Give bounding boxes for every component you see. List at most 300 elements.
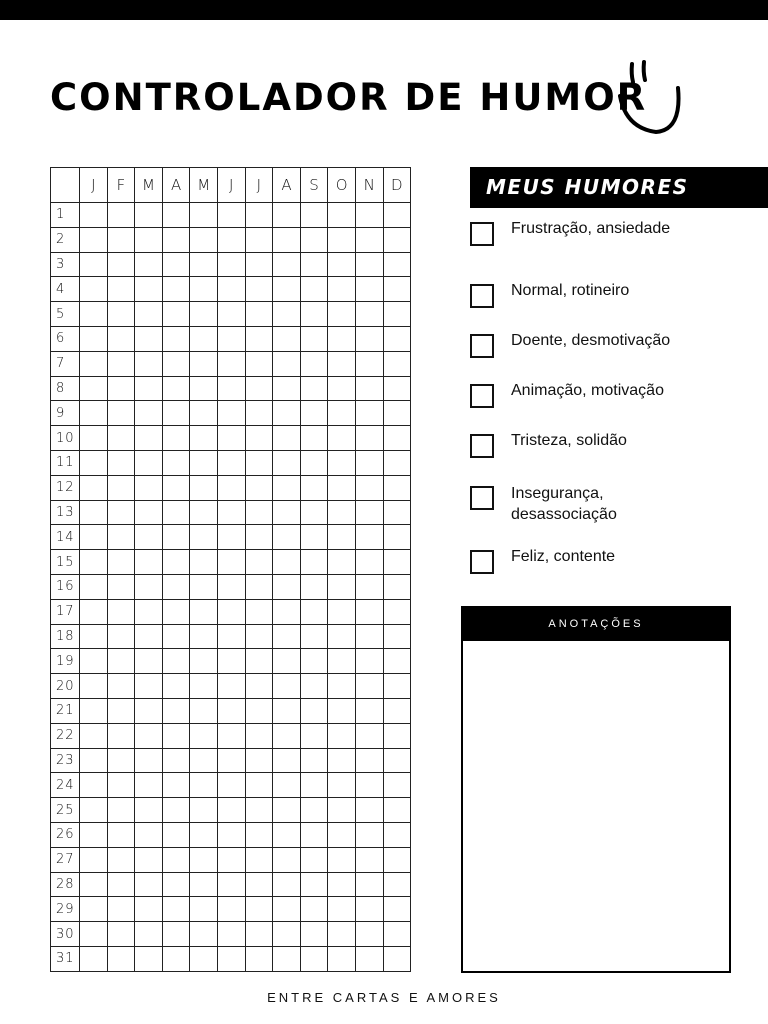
mood-cell[interactable] bbox=[245, 351, 273, 376]
mood-cell[interactable] bbox=[217, 450, 245, 475]
mood-cell[interactable] bbox=[107, 674, 135, 699]
mood-cell[interactable] bbox=[162, 847, 190, 872]
mood-cell[interactable] bbox=[107, 897, 135, 922]
mood-cell[interactable] bbox=[80, 252, 108, 277]
mood-cell[interactable] bbox=[245, 748, 273, 773]
mood-cell[interactable] bbox=[162, 426, 190, 451]
mood-cell[interactable] bbox=[190, 277, 218, 302]
mood-cell[interactable] bbox=[355, 203, 383, 228]
mood-cell[interactable] bbox=[80, 922, 108, 947]
mood-cell[interactable] bbox=[190, 872, 218, 897]
mood-cell[interactable] bbox=[217, 376, 245, 401]
mood-cell[interactable] bbox=[80, 351, 108, 376]
mood-cell[interactable] bbox=[355, 649, 383, 674]
mood-cell[interactable] bbox=[162, 450, 190, 475]
mood-cell[interactable] bbox=[107, 599, 135, 624]
mood-cell[interactable] bbox=[300, 649, 328, 674]
mood-cell[interactable] bbox=[80, 326, 108, 351]
mood-cell[interactable] bbox=[80, 376, 108, 401]
mood-cell[interactable] bbox=[162, 698, 190, 723]
mood-cell[interactable] bbox=[328, 426, 356, 451]
mood-cell[interactable] bbox=[328, 203, 356, 228]
mood-cell[interactable] bbox=[190, 946, 218, 971]
mood-cell[interactable] bbox=[383, 351, 411, 376]
mood-cell[interactable] bbox=[80, 698, 108, 723]
mood-cell[interactable] bbox=[300, 326, 328, 351]
mood-cell[interactable] bbox=[217, 203, 245, 228]
mood-cell[interactable] bbox=[190, 649, 218, 674]
mood-cell[interactable] bbox=[383, 302, 411, 327]
mood-cell[interactable] bbox=[80, 500, 108, 525]
mood-cell[interactable] bbox=[300, 277, 328, 302]
mood-cell[interactable] bbox=[190, 798, 218, 823]
mood-cell[interactable] bbox=[80, 624, 108, 649]
mood-cell[interactable] bbox=[80, 748, 108, 773]
mood-cell[interactable] bbox=[273, 773, 301, 798]
mood-cell[interactable] bbox=[135, 723, 163, 748]
mood-cell[interactable] bbox=[80, 550, 108, 575]
mood-cell[interactable] bbox=[190, 401, 218, 426]
mood-cell[interactable] bbox=[245, 674, 273, 699]
mood-cell[interactable] bbox=[135, 376, 163, 401]
mood-cell[interactable] bbox=[135, 822, 163, 847]
mood-cell[interactable] bbox=[217, 872, 245, 897]
mood-cell[interactable] bbox=[245, 550, 273, 575]
mood-cell[interactable] bbox=[300, 922, 328, 947]
mood-cell[interactable] bbox=[355, 500, 383, 525]
mood-cell[interactable] bbox=[355, 897, 383, 922]
mood-cell[interactable] bbox=[328, 946, 356, 971]
mood-cell[interactable] bbox=[273, 674, 301, 699]
mood-cell[interactable] bbox=[273, 450, 301, 475]
mood-cell[interactable] bbox=[328, 525, 356, 550]
mood-cell[interactable] bbox=[383, 624, 411, 649]
mood-cell[interactable] bbox=[300, 203, 328, 228]
mood-cell[interactable] bbox=[383, 450, 411, 475]
mood-cell[interactable] bbox=[355, 822, 383, 847]
mood-cell[interactable] bbox=[217, 822, 245, 847]
mood-cell[interactable] bbox=[300, 847, 328, 872]
mood-cell[interactable] bbox=[107, 302, 135, 327]
mood-cell[interactable] bbox=[273, 326, 301, 351]
mood-cell[interactable] bbox=[300, 351, 328, 376]
mood-cell[interactable] bbox=[190, 822, 218, 847]
mood-cell[interactable] bbox=[273, 723, 301, 748]
mood-cell[interactable] bbox=[107, 624, 135, 649]
mood-cell[interactable] bbox=[107, 277, 135, 302]
mood-cell[interactable] bbox=[245, 574, 273, 599]
mood-cell[interactable] bbox=[107, 450, 135, 475]
mood-cell[interactable] bbox=[135, 922, 163, 947]
mood-cell[interactable] bbox=[80, 723, 108, 748]
mood-cell[interactable] bbox=[328, 674, 356, 699]
mood-cell[interactable] bbox=[383, 401, 411, 426]
mood-cell[interactable] bbox=[162, 227, 190, 252]
mood-cell[interactable] bbox=[107, 475, 135, 500]
mood-cell[interactable] bbox=[135, 773, 163, 798]
mood-cell[interactable] bbox=[162, 550, 190, 575]
mood-cell[interactable] bbox=[190, 847, 218, 872]
mood-cell[interactable] bbox=[190, 326, 218, 351]
mood-cell[interactable] bbox=[245, 922, 273, 947]
mood-cell[interactable] bbox=[135, 872, 163, 897]
mood-cell[interactable] bbox=[245, 426, 273, 451]
mood-cell[interactable] bbox=[162, 277, 190, 302]
mood-cell[interactable] bbox=[107, 946, 135, 971]
mood-cell[interactable] bbox=[190, 426, 218, 451]
mood-cell[interactable] bbox=[245, 376, 273, 401]
mood-cell[interactable] bbox=[217, 525, 245, 550]
mood-cell[interactable] bbox=[383, 773, 411, 798]
mood-cell[interactable] bbox=[190, 351, 218, 376]
mood-cell[interactable] bbox=[80, 450, 108, 475]
mood-cell[interactable] bbox=[273, 748, 301, 773]
mood-cell[interactable] bbox=[217, 277, 245, 302]
mood-cell[interactable] bbox=[135, 574, 163, 599]
mood-cell[interactable] bbox=[383, 203, 411, 228]
mood-cell[interactable] bbox=[107, 574, 135, 599]
mood-cell[interactable] bbox=[135, 847, 163, 872]
mood-cell[interactable] bbox=[328, 227, 356, 252]
mood-cell[interactable] bbox=[80, 599, 108, 624]
mood-checkbox[interactable] bbox=[470, 384, 494, 408]
mood-cell[interactable] bbox=[245, 946, 273, 971]
mood-cell[interactable] bbox=[162, 872, 190, 897]
mood-cell[interactable] bbox=[135, 227, 163, 252]
mood-cell[interactable] bbox=[190, 922, 218, 947]
mood-cell[interactable] bbox=[245, 599, 273, 624]
mood-cell[interactable] bbox=[80, 574, 108, 599]
mood-cell[interactable] bbox=[217, 897, 245, 922]
mood-cell[interactable] bbox=[328, 723, 356, 748]
mood-cell[interactable] bbox=[300, 525, 328, 550]
mood-cell[interactable] bbox=[190, 723, 218, 748]
mood-cell[interactable] bbox=[245, 326, 273, 351]
mood-cell[interactable] bbox=[80, 227, 108, 252]
mood-cell[interactable] bbox=[245, 847, 273, 872]
mood-cell[interactable] bbox=[80, 277, 108, 302]
mood-cell[interactable] bbox=[273, 475, 301, 500]
mood-cell[interactable] bbox=[190, 674, 218, 699]
mood-cell[interactable] bbox=[190, 252, 218, 277]
mood-cell[interactable] bbox=[300, 550, 328, 575]
mood-cell[interactable] bbox=[80, 946, 108, 971]
mood-cell[interactable] bbox=[355, 376, 383, 401]
mood-cell[interactable] bbox=[107, 351, 135, 376]
mood-cell[interactable] bbox=[383, 252, 411, 277]
mood-cell[interactable] bbox=[383, 872, 411, 897]
mood-cell[interactable] bbox=[107, 525, 135, 550]
mood-checkbox[interactable] bbox=[470, 550, 494, 574]
mood-cell[interactable] bbox=[217, 302, 245, 327]
mood-cell[interactable] bbox=[245, 500, 273, 525]
mood-cell[interactable] bbox=[80, 872, 108, 897]
mood-cell[interactable] bbox=[383, 748, 411, 773]
mood-cell[interactable] bbox=[245, 227, 273, 252]
mood-cell[interactable] bbox=[190, 525, 218, 550]
mood-cell[interactable] bbox=[135, 748, 163, 773]
mood-cell[interactable] bbox=[383, 277, 411, 302]
mood-cell[interactable] bbox=[217, 674, 245, 699]
mood-cell[interactable] bbox=[80, 674, 108, 699]
mood-cell[interactable] bbox=[107, 723, 135, 748]
mood-cell[interactable] bbox=[300, 624, 328, 649]
mood-cell[interactable] bbox=[217, 252, 245, 277]
mood-cell[interactable] bbox=[300, 500, 328, 525]
mood-cell[interactable] bbox=[273, 401, 301, 426]
mood-cell[interactable] bbox=[383, 500, 411, 525]
mood-cell[interactable] bbox=[107, 649, 135, 674]
mood-cell[interactable] bbox=[383, 946, 411, 971]
mood-cell[interactable] bbox=[107, 401, 135, 426]
mood-cell[interactable] bbox=[355, 798, 383, 823]
mood-cell[interactable] bbox=[217, 326, 245, 351]
mood-cell[interactable] bbox=[217, 798, 245, 823]
mood-cell[interactable] bbox=[135, 698, 163, 723]
mood-cell[interactable] bbox=[273, 872, 301, 897]
mood-cell[interactable] bbox=[135, 351, 163, 376]
mood-cell[interactable] bbox=[355, 227, 383, 252]
mood-cell[interactable] bbox=[135, 649, 163, 674]
mood-cell[interactable] bbox=[355, 946, 383, 971]
mood-cell[interactable] bbox=[300, 401, 328, 426]
mood-cell[interactable] bbox=[107, 426, 135, 451]
mood-cell[interactable] bbox=[107, 922, 135, 947]
mood-cell[interactable] bbox=[273, 351, 301, 376]
mood-cell[interactable] bbox=[107, 822, 135, 847]
mood-cell[interactable] bbox=[355, 674, 383, 699]
mood-cell[interactable] bbox=[135, 450, 163, 475]
mood-cell[interactable] bbox=[383, 723, 411, 748]
mood-cell[interactable] bbox=[273, 698, 301, 723]
mood-cell[interactable] bbox=[217, 748, 245, 773]
mood-cell[interactable] bbox=[273, 897, 301, 922]
mood-cell[interactable] bbox=[383, 599, 411, 624]
mood-cell[interactable] bbox=[217, 550, 245, 575]
mood-cell[interactable] bbox=[383, 227, 411, 252]
mood-cell[interactable] bbox=[162, 351, 190, 376]
mood-checkbox[interactable] bbox=[470, 486, 494, 510]
mood-cell[interactable] bbox=[383, 525, 411, 550]
mood-cell[interactable] bbox=[245, 698, 273, 723]
mood-cell[interactable] bbox=[80, 475, 108, 500]
mood-cell[interactable] bbox=[162, 674, 190, 699]
mood-cell[interactable] bbox=[245, 302, 273, 327]
mood-cell[interactable] bbox=[300, 897, 328, 922]
mood-cell[interactable] bbox=[273, 277, 301, 302]
mood-cell[interactable] bbox=[135, 550, 163, 575]
mood-cell[interactable] bbox=[355, 475, 383, 500]
mood-cell[interactable] bbox=[107, 748, 135, 773]
mood-cell[interactable] bbox=[245, 723, 273, 748]
mood-cell[interactable] bbox=[245, 822, 273, 847]
mood-cell[interactable] bbox=[355, 698, 383, 723]
mood-cell[interactable] bbox=[300, 798, 328, 823]
mood-cell[interactable] bbox=[328, 376, 356, 401]
mood-cell[interactable] bbox=[80, 525, 108, 550]
mood-cell[interactable] bbox=[135, 203, 163, 228]
mood-cell[interactable] bbox=[162, 822, 190, 847]
mood-cell[interactable] bbox=[328, 847, 356, 872]
mood-cell[interactable] bbox=[162, 748, 190, 773]
mood-cell[interactable] bbox=[162, 574, 190, 599]
mood-cell[interactable] bbox=[190, 574, 218, 599]
mood-cell[interactable] bbox=[190, 302, 218, 327]
mood-cell[interactable] bbox=[107, 376, 135, 401]
mood-cell[interactable] bbox=[135, 426, 163, 451]
mood-cell[interactable] bbox=[135, 401, 163, 426]
mood-cell[interactable] bbox=[80, 401, 108, 426]
mood-cell[interactable] bbox=[300, 599, 328, 624]
mood-cell[interactable] bbox=[273, 550, 301, 575]
mood-cell[interactable] bbox=[273, 922, 301, 947]
mood-cell[interactable] bbox=[162, 773, 190, 798]
mood-cell[interactable] bbox=[190, 599, 218, 624]
mood-cell[interactable] bbox=[107, 698, 135, 723]
mood-cell[interactable] bbox=[383, 475, 411, 500]
mood-cell[interactable] bbox=[217, 847, 245, 872]
mood-cell[interactable] bbox=[273, 946, 301, 971]
mood-cell[interactable] bbox=[273, 252, 301, 277]
mood-cell[interactable] bbox=[162, 500, 190, 525]
mood-cell[interactable] bbox=[328, 550, 356, 575]
mood-cell[interactable] bbox=[162, 599, 190, 624]
mood-cell[interactable] bbox=[217, 624, 245, 649]
mood-cell[interactable] bbox=[162, 922, 190, 947]
mood-cell[interactable] bbox=[107, 773, 135, 798]
mood-cell[interactable] bbox=[328, 302, 356, 327]
mood-cell[interactable] bbox=[245, 897, 273, 922]
mood-cell[interactable] bbox=[300, 376, 328, 401]
mood-cell[interactable] bbox=[328, 401, 356, 426]
mood-cell[interactable] bbox=[328, 624, 356, 649]
mood-cell[interactable] bbox=[245, 450, 273, 475]
mood-cell[interactable] bbox=[245, 872, 273, 897]
mood-cell[interactable] bbox=[217, 351, 245, 376]
mood-cell[interactable] bbox=[355, 252, 383, 277]
mood-cell[interactable] bbox=[328, 252, 356, 277]
mood-cell[interactable] bbox=[162, 723, 190, 748]
mood-cell[interactable] bbox=[217, 500, 245, 525]
mood-cell[interactable] bbox=[300, 946, 328, 971]
mood-cell[interactable] bbox=[80, 302, 108, 327]
mood-cell[interactable] bbox=[273, 822, 301, 847]
mood-cell[interactable] bbox=[190, 376, 218, 401]
mood-cell[interactable] bbox=[383, 550, 411, 575]
mood-cell[interactable] bbox=[383, 574, 411, 599]
mood-cell[interactable] bbox=[245, 649, 273, 674]
mood-cell[interactable] bbox=[107, 227, 135, 252]
mood-cell[interactable] bbox=[300, 748, 328, 773]
mood-cell[interactable] bbox=[135, 475, 163, 500]
mood-checkbox[interactable] bbox=[470, 222, 494, 246]
mood-cell[interactable] bbox=[273, 227, 301, 252]
mood-cell[interactable] bbox=[217, 723, 245, 748]
mood-cell[interactable] bbox=[135, 500, 163, 525]
mood-cell[interactable] bbox=[217, 426, 245, 451]
mood-cell[interactable] bbox=[217, 698, 245, 723]
mood-cell[interactable] bbox=[355, 426, 383, 451]
mood-cell[interactable] bbox=[355, 574, 383, 599]
mood-cell[interactable] bbox=[107, 500, 135, 525]
mood-cell[interactable] bbox=[328, 773, 356, 798]
mood-cell[interactable] bbox=[135, 277, 163, 302]
mood-cell[interactable] bbox=[107, 326, 135, 351]
mood-cell[interactable] bbox=[355, 773, 383, 798]
mood-cell[interactable] bbox=[355, 326, 383, 351]
mood-cell[interactable] bbox=[355, 525, 383, 550]
mood-cell[interactable] bbox=[217, 227, 245, 252]
mood-cell[interactable] bbox=[383, 649, 411, 674]
mood-cell[interactable] bbox=[328, 351, 356, 376]
mood-cell[interactable] bbox=[273, 302, 301, 327]
mood-cell[interactable] bbox=[355, 550, 383, 575]
mood-cell[interactable] bbox=[328, 599, 356, 624]
mood-cell[interactable] bbox=[383, 922, 411, 947]
mood-cell[interactable] bbox=[328, 326, 356, 351]
mood-cell[interactable] bbox=[355, 847, 383, 872]
mood-cell[interactable] bbox=[328, 822, 356, 847]
mood-cell[interactable] bbox=[273, 500, 301, 525]
mood-cell[interactable] bbox=[80, 773, 108, 798]
mood-cell[interactable] bbox=[383, 822, 411, 847]
mood-cell[interactable] bbox=[80, 649, 108, 674]
mood-cell[interactable] bbox=[162, 525, 190, 550]
mood-cell[interactable] bbox=[328, 698, 356, 723]
mood-cell[interactable] bbox=[80, 203, 108, 228]
mood-cell[interactable] bbox=[162, 326, 190, 351]
mood-cell[interactable] bbox=[80, 897, 108, 922]
mood-cell[interactable] bbox=[355, 922, 383, 947]
mood-cell[interactable] bbox=[190, 475, 218, 500]
mood-cell[interactable] bbox=[107, 203, 135, 228]
mood-cell[interactable] bbox=[383, 847, 411, 872]
mood-cell[interactable] bbox=[190, 698, 218, 723]
mood-cell[interactable] bbox=[107, 252, 135, 277]
mood-cell[interactable] bbox=[190, 500, 218, 525]
mood-cell[interactable] bbox=[300, 723, 328, 748]
mood-cell[interactable] bbox=[135, 525, 163, 550]
mood-cell[interactable] bbox=[217, 922, 245, 947]
mood-cell[interactable] bbox=[107, 550, 135, 575]
mood-cell[interactable] bbox=[328, 500, 356, 525]
mood-cell[interactable] bbox=[135, 798, 163, 823]
mood-cell[interactable] bbox=[190, 624, 218, 649]
mood-cell[interactable] bbox=[300, 822, 328, 847]
mood-cell[interactable] bbox=[328, 475, 356, 500]
mood-cell[interactable] bbox=[135, 599, 163, 624]
mood-cell[interactable] bbox=[80, 847, 108, 872]
mood-cell[interactable] bbox=[162, 475, 190, 500]
mood-cell[interactable] bbox=[217, 773, 245, 798]
mood-cell[interactable] bbox=[80, 426, 108, 451]
mood-cell[interactable] bbox=[162, 897, 190, 922]
mood-cell[interactable] bbox=[162, 624, 190, 649]
mood-cell[interactable] bbox=[328, 897, 356, 922]
mood-cell[interactable] bbox=[80, 798, 108, 823]
mood-cell[interactable] bbox=[273, 426, 301, 451]
mood-cell[interactable] bbox=[355, 450, 383, 475]
mood-cell[interactable] bbox=[355, 723, 383, 748]
mood-cell[interactable] bbox=[355, 401, 383, 426]
mood-checkbox[interactable] bbox=[470, 434, 494, 458]
mood-cell[interactable] bbox=[300, 698, 328, 723]
mood-cell[interactable] bbox=[383, 897, 411, 922]
mood-cell[interactable] bbox=[273, 798, 301, 823]
mood-cell[interactable] bbox=[162, 649, 190, 674]
mood-cell[interactable] bbox=[328, 872, 356, 897]
mood-cell[interactable] bbox=[273, 376, 301, 401]
